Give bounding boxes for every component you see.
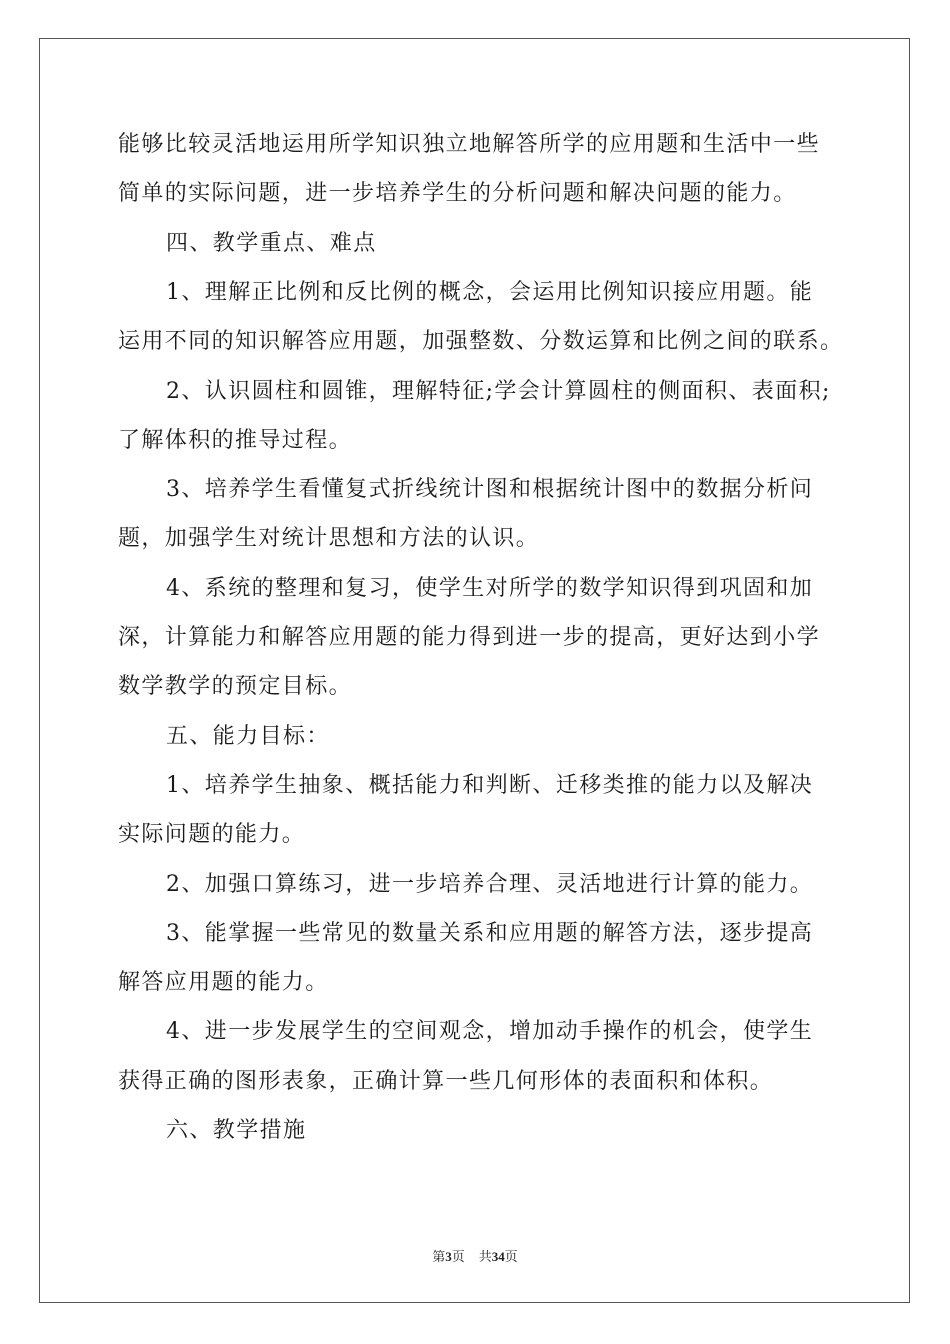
total-pages: 34 — [491, 1249, 505, 1264]
text-line: 3、培养学生看懂复式折线统计图和根据统计图中的数据分析问 — [166, 477, 814, 502]
section-heading: 四、教学重点、难点 — [166, 231, 377, 256]
page-number: 3 — [445, 1249, 452, 1264]
text-line: 能够比较灵活地运用所学知识独立地解答所学的应用题和生活中一些 — [118, 132, 821, 157]
page-suffix: 页 — [451, 1249, 465, 1264]
text-line: 运用不同的知识解答应用题，加强整数、分数运算和比例之间的联系。 — [118, 329, 844, 354]
text-line: 数学教学的预定目标。 — [118, 674, 353, 699]
text-line: 实际问题的能力。 — [118, 822, 306, 847]
page-prefix: 第 — [432, 1249, 446, 1264]
page-border — [39, 38, 910, 1303]
page-footer — [0, 1246, 950, 1265]
text-line: 1、培养学生抽象、概括能力和判断、迁移类推的能力以及解决 — [166, 773, 814, 798]
section-heading: 五、能力目标： — [166, 724, 330, 749]
text-line: 3、能掌握一些常见的数量关系和应用题的解答方法，逐步提高 — [166, 921, 814, 946]
text-line: 简单的实际问题，进一步培养学生的分析问题和解决问题的能力。 — [118, 181, 797, 206]
text-line: 解答应用题的能力。 — [118, 970, 329, 995]
section-heading: 六、教学措施 — [166, 1118, 307, 1143]
total-suffix: 页 — [504, 1249, 518, 1264]
text-line: 1、理解正比例和反比例的概念，会运用比例知识接应用题。能 — [166, 280, 814, 305]
total-prefix: 共 — [478, 1249, 492, 1264]
text-line: 题，加强学生对统计思想和方法的认识。 — [118, 526, 540, 551]
text-line: 2、加强口算练习，进一步培养合理、灵活地进行计算的能力。 — [166, 872, 814, 897]
text-line: 深，计算能力和解答应用题的能力得到进一步的提高，更好达到小学 — [118, 625, 821, 650]
text-line: 获得正确的图形表象，正确计算一些几何形体的表面积和体积。 — [118, 1069, 774, 1094]
text-line: 了解体积的推导过程。 — [118, 428, 353, 453]
text-line: 2、认识圆柱和圆锥，理解特征;学会计算圆柱的侧面积、表面积; — [166, 379, 831, 404]
text-line: 4、系统的整理和复习，使学生对所学的数学知识得到巩固和加 — [166, 576, 814, 601]
text-line: 4、进一步发展学生的空间观念，增加动手操作的机会，使学生 — [166, 1019, 814, 1044]
